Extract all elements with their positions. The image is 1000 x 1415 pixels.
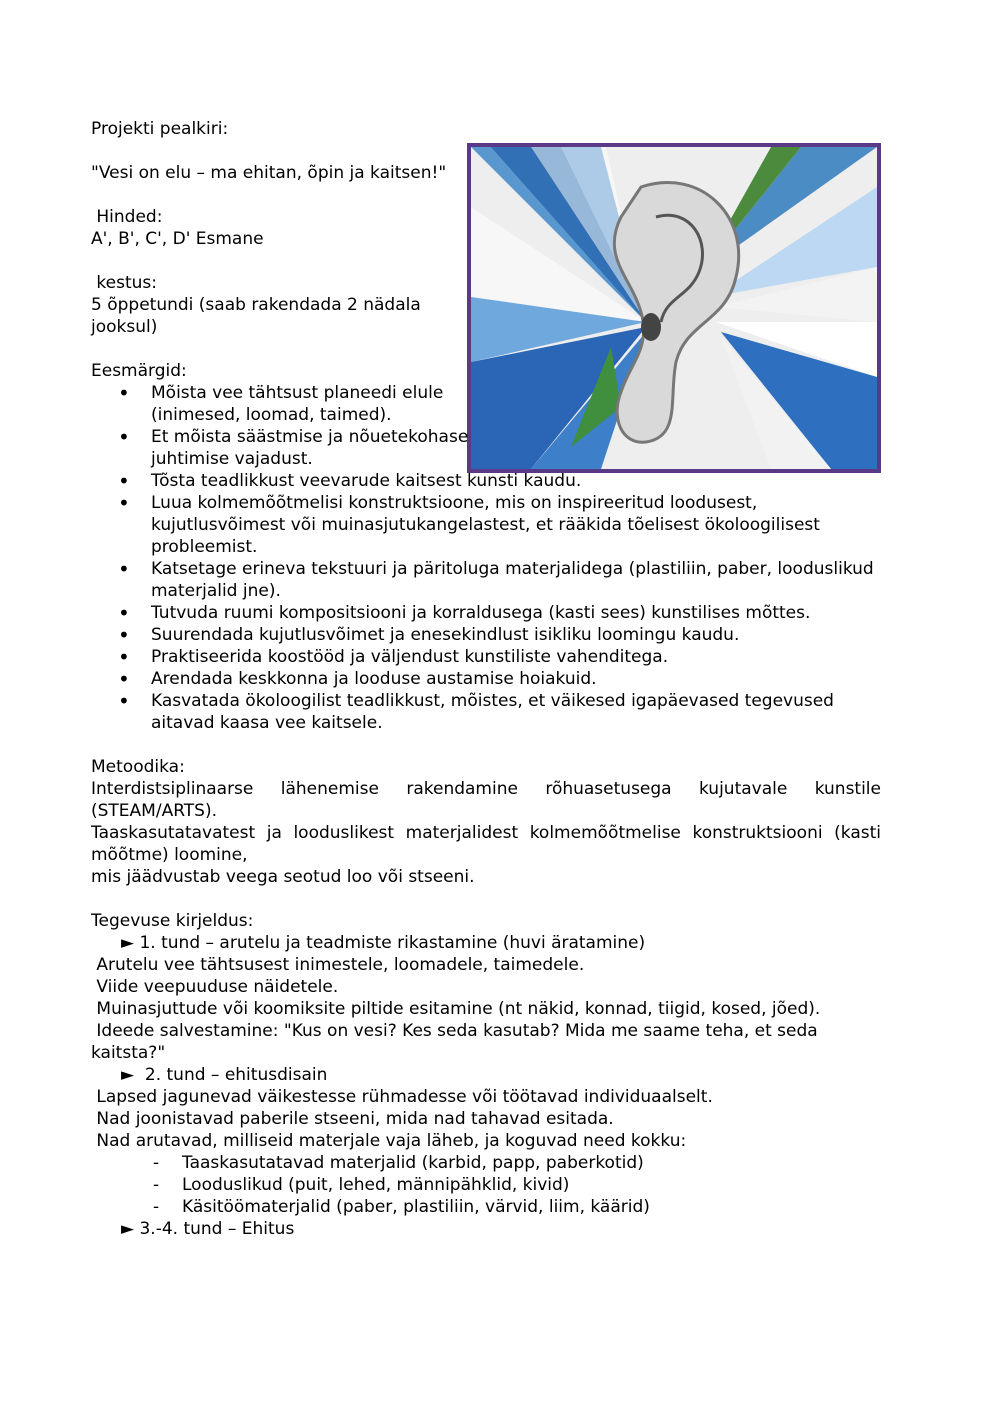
material-item: - Käsitöömaterjalid (paber, plastiliin, värvid, liim, käärid) bbox=[91, 1196, 881, 1218]
goal-item: • Arendada keskkonna ja looduse austamise hoiakuid. bbox=[91, 668, 881, 690]
goals-list bbox=[91, 382, 881, 734]
duration-value: 5 õppetundi (saab rakendada 2 nädala jooksul) bbox=[91, 295, 421, 337]
goal-item: • Katsetage erineva tekstuuri ja päritoluga materjalidega (plastiliin, paber, looduslikud materjalid jne). bbox=[91, 558, 881, 602]
goals-heading: Eesmärgid: bbox=[91, 361, 187, 381]
methodology-heading: Metoodika: bbox=[91, 757, 185, 777]
grades-value: A', B', C', D' Esmane bbox=[91, 229, 264, 249]
goal-item: • Praktiseerida koostööd ja väljendust kunstiliste vahenditega. bbox=[91, 646, 881, 668]
lesson-2-title: ► 2. tund – ehitusdisain bbox=[121, 1065, 328, 1085]
project-title: "Vesi on elu – ma ehitan, õpin ja kaitsen!" bbox=[91, 163, 447, 183]
goal-item: • Tõsta teadlikkust veevarude kaitsest kunsti kaudu. bbox=[91, 470, 881, 492]
methodology-paragraph-1: Interdistsiplinaarse lähenemise rakendamine rõhuasetusega kujutavale kunstile (STEAM/ARTS). bbox=[91, 779, 881, 821]
methodology-paragraph-3: mis jäädvustab veega seotud loo või stseeni. bbox=[91, 867, 475, 887]
lesson-2-line: Nad arutavad, milliseid materjale vaja läheb, ja koguvad need kokku: bbox=[91, 1131, 687, 1151]
project-title-label: Projekti pealkiri: bbox=[91, 119, 229, 139]
goal-item: • Suurendada kujutlusvõimet ja enesekindlust isikliku loomingu kaudu. bbox=[91, 624, 881, 646]
document-body bbox=[91, 118, 881, 1240]
material-item: - Looduslikud (puit, lehed, männipähklid, kivid) bbox=[91, 1174, 881, 1196]
lesson-1-line: Viide veepuuduse näidetele. bbox=[91, 977, 339, 997]
grades-label: Hinded: bbox=[91, 207, 163, 227]
goal-item: • Mõista vee tähtsust planeedi elule (inimesed, loomad, taimed). bbox=[91, 382, 451, 426]
goal-item: • Kasvatada ökoloogilist teadlikkust, mõistes, et väikesed igapäevased tegevused aitavad kaasa vee kaitsele. bbox=[91, 690, 881, 734]
lesson-1-line: Ideede salvestamine: "Kus on vesi? Kes seda kasutab? Mida me saame teha, et seda kaitsta?" bbox=[91, 1021, 824, 1063]
goal-item: • Tutvuda ruumi kompositsiooni ja korraldusega (kasti sees) kunstilises mõttes. bbox=[91, 602, 881, 624]
lesson-2-line: Nad joonistavad paberile stseeni, mida nad tahavad esitada. bbox=[91, 1109, 614, 1129]
activity-heading: Tegevuse kirjeldus: bbox=[91, 911, 254, 931]
materials-list bbox=[91, 1152, 881, 1218]
lesson-1-line: Muinasjuttude või koomiksite piltide esitamine (nt näkid, konnad, tiigid, kosed, jõed). bbox=[91, 999, 821, 1019]
lesson-3-4-title: ► 3.-4. tund – Ehitus bbox=[121, 1219, 295, 1239]
lesson-2-line: Lapsed jagunevad väikestesse rühmadesse või töötavad individuaalselt. bbox=[91, 1087, 713, 1107]
material-item: - Taaskasutatavad materjalid (karbid, papp, paberkotid) bbox=[91, 1152, 881, 1174]
goal-item: • Luua kolmemõõtmelisi konstruktsioone, mis on inspireeritud loodusest, kujutlusvõimest või muinasjutukangelastest, et rääkida tõelisest ökoloogilisest probleemist. bbox=[91, 492, 881, 558]
lesson-1-title: ► 1. tund – arutelu ja teadmiste rikastamine (huvi äratamine) bbox=[121, 933, 646, 953]
methodology-paragraph-2: Taaskasutatavatest ja looduslikest materjalidest kolmemõõtmelise konstruktsiooni (kasti mõõtme) loomine, bbox=[91, 823, 881, 865]
duration-label: kestus: bbox=[91, 273, 157, 293]
lesson-1-line: Arutelu vee tähtsusest inimestele, loomadele, taimedele. bbox=[91, 955, 585, 975]
goal-item: • Et mõista säästmise ja nõuetekohase juhtimise vajadust. bbox=[91, 426, 481, 470]
